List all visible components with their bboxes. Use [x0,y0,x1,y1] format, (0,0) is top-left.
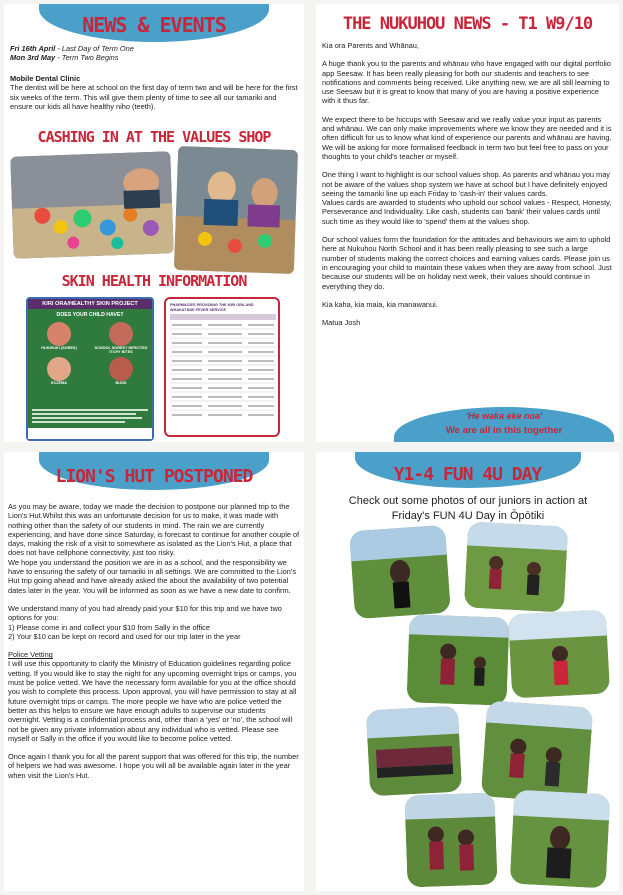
signature: Matua Josh [322,318,361,328]
fun-day-photo [508,609,610,698]
fun-day-section [316,452,619,891]
lions-hut-body [8,502,300,780]
event-text: - Term Two Begins [55,53,119,63]
pharmacy-heading: PHARMACIES PROVIDING THE KIRI ORA AND WHAKATĀNE FEVER SERVICE [170,303,254,312]
sign-off: Kia kaha, kia maia, kia manawanui. [322,299,438,309]
poster-grid [28,322,152,385]
paragraph: Our school values form the foundation for the attitudes and behaviours we aim to uphold here at Nukuhou North School and it has been really pleasing to see such a large number of students making the correct choices and earning values cards. Please join us in encouraging your child to maintain these values when they are away from school. Just because our students will be on holiday next week, their values should continue in everything they do. [322,235,612,291]
vetting-text: I will use this opportunity to clarify the Ministry of Education guidelines regarding police vetting. If you would like to stay the night for any upcoming overnight trips or camps, you must be police vetted. We have the necessary form available for you at the office should you wish to complete this process. Upon approval, you will have permission to stay at all future overnight trips or camps. The more people we have who are police vetted the better as this helps to ensure we have enough adults to supervise our students overnight. Vetting is a confidential process and, other than a 'yes' or 'no', the school will not be given any private information about any individual who is vetted. Please see myself or Sally in the office if you would like to become police vetted. [8,659,297,743]
poster-item [32,322,87,354]
paragraph: We hope you understand the position we are in as a school, and the responsibility we have to ensuring the safety of our tamariki in all settings. We are committed to the Lion's Hut trip going ahead and have already asked the about the availability of two potential dates later in the year. You will be informed as soon as we have a new date to confirm. [8,557,297,595]
event-date: Fri 16th April [10,44,56,53]
values-shop-title: CASHING IN AT THE VALUES SHOP [37,128,271,146]
skin-health-title: SKIN HEALTH INFORMATION [61,272,247,290]
fun-day-photo [349,525,451,619]
values-shop-photo [174,146,298,274]
healthy-skin-poster [26,297,154,441]
dental-clinic [10,74,300,111]
values-shop-photo [10,151,173,259]
section-title: THE NUKUHOU NEWS - T1 W9/10 [342,14,593,34]
poster-item-label: ECZEMA [50,381,68,385]
lions-hut-section [4,452,304,891]
poster-question: DOES YOUR CHILD HAVE? [56,312,124,318]
poster-heading: KIRI ORA/HEALTHY SKIN PROJECT [28,299,152,309]
letter-body [322,41,612,327]
event-date: Mon 3rd May [10,53,56,63]
event-item [10,44,300,53]
poster-logos [28,428,152,439]
motto-maori: 'He waka eke noa' [465,411,543,421]
fun-day-photo [464,521,568,612]
poster-item-label: SCHOOL SORES? INFECTED ITCHY BITES [94,346,148,354]
poster-item [94,322,149,354]
closing-text: Once again I thank you for all the parent support that was offered for this trip, the number of helpers we had was awesome. I hope you will all be available again later in the year when visit the Lion's Hut. [8,752,299,780]
poster-fineprint [32,407,148,425]
nukuhou-news-section [316,4,619,442]
poster-item [32,357,87,385]
fun-day-photo [406,614,509,705]
paragraph: As you may be aware, today we made the decision to postpone our planned trip to the Lion's Hut.Whilst this was an unfortunate decision for us to make, it was made with nothing other than the safety of our students in mind. The rain we are currently experiencing, and have done since Saturday, is forecast to continue for another couple of days, making the risk of a visit to somewhere as isolated as the Lion's Hut, a place that does not have cellphone connectivity, just too risky. [8,502,300,558]
poster-item-label: HUKIHUKI (SORES) [41,346,77,350]
vetting-heading: Police Vetting [8,650,53,660]
fun-day-photo [404,792,497,887]
dental-text: The dentist will be here at school on the first day of term two and will be here for the first six weeks of the term. This will give them plenty of time to see all our tamariki and ensure our kids all have healthy niho (teeth). [10,83,298,111]
greeting: Kia ora Parents and Whānau, [322,41,419,50]
poster-item [94,357,149,385]
paragraph: One thing I want to highlight is our school values shop. As parents and whānau you may not be aware of the values shop system we have at school but I have definitely enjoyed seeing the tamariki line up each Friday to 'cash-in' their values cards. Values cards are awarded to students who uphold our school values - Respect, Honesty, Perseverance and Individuality. Like cash, students can 'bank' their values cards until such time as they would like to 'spend' them at the values shop. [322,170,612,226]
fun-day-photo [510,790,611,889]
fun-day-photo [366,706,462,797]
pharmacy-grid [170,314,276,424]
section-title: NEWS & EVENTS [82,13,226,37]
event-item [10,53,300,62]
fun-day-photo [481,700,593,803]
news-events-section [4,4,304,442]
dental-heading: Mobile Dental Clinic [10,74,81,83]
paragraph: We expect there to be hiccups with Seesaw and we really value your input as parents and whānau. We can only make improvements where we know they are needed and it is often difficult for us to know what kind of experience our parents and whānau are having. We will be asking for more formalised feedback in term two but feel free to pass on your thoughts to your child's teacher or myself. [322,114,612,161]
event-text: - Last Day of Term One [55,44,134,53]
payment-options: We understand many of you had already paid your $10 for this trip and we have two options for you: 1) Please come in and collect your $10 from Sally in the office 2) Your $10 can be kept on record and used for our trip later in the year [8,603,282,641]
section-title: LION'S HUT POSTPONED [55,466,253,487]
paragraph: A huge thank you to the parents and whānau who have engaged with our digital portfolio app Seesaw. It has been really pleasing for both our students and teachers to see notifications and comments being received. Like anything new, we are all still learning to use Seesaw but it is great to know that many of you are having a positive experience with it thus far. [322,59,611,106]
events-list [10,44,300,63]
fun-day-caption: Check out some photos of our juniors in action at Friday's FUN 4U Day in Ōpōtiki [348,495,588,522]
section-title: Y1-4 FUN 4U DAY [393,464,542,485]
pharmacy-table [164,297,280,437]
motto-english: We are all in this together [445,425,563,436]
poster-item-label: BUGS [115,381,127,385]
